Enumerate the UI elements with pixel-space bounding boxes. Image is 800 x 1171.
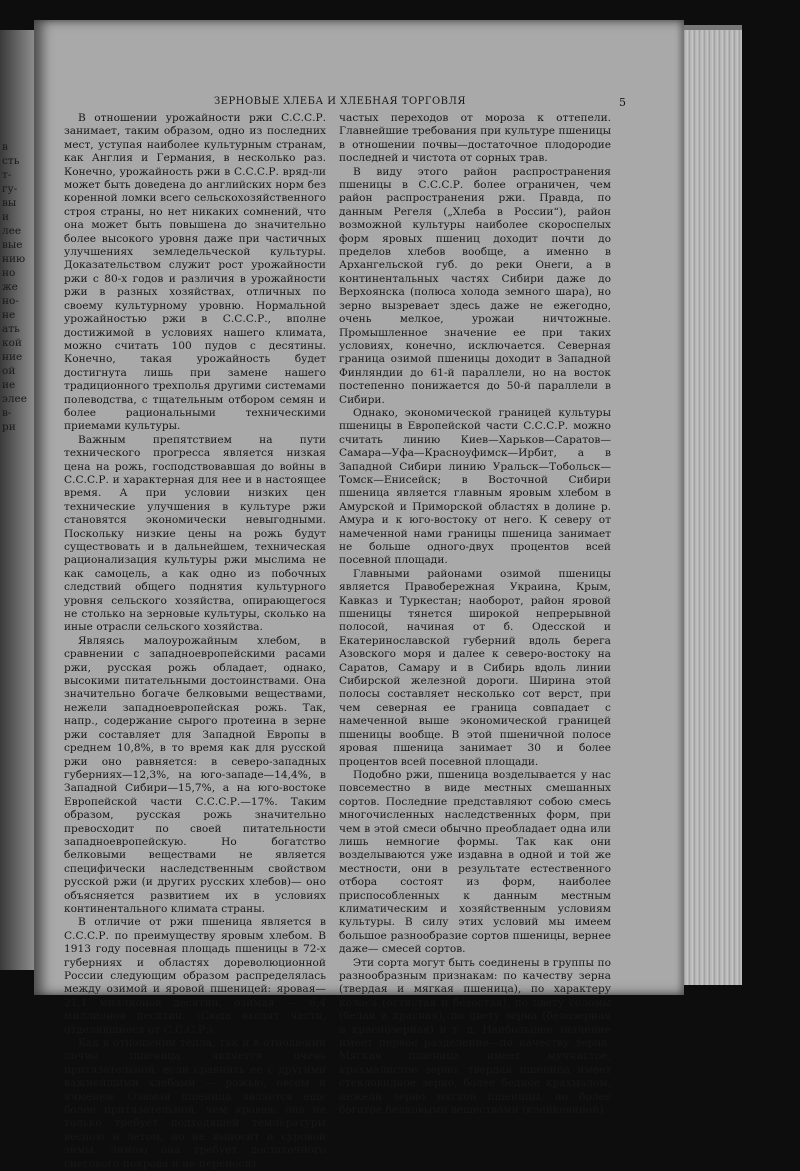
book-page-edges xyxy=(676,30,742,985)
paragraph: Эти сорта могут быть соединены в группы по разнообразным признакам: по качеству зерна (твердая и мягкая пшеница), по характеру колоса (остистая и безостая), по цвету соломы (белая и красная), по цвету зерна (белозерная и краснозерная) и т. д. Наибольшее значение имеет первое разделение—по качеству зерна. Мягкая пшеница имеет мучнистое, крахмалистое зерно, твердая пшеница имеет стекловидное зерно, более бедное крахмалом, нежели зерно мягкой пшеницы, но более богатое белковыми веществами (клейковиной). xyxy=(339,956,611,1117)
text-column-left xyxy=(64,112,326,1171)
paragraph: Главными районами озимой пшеницы является Правобережная Украина, Крым, Кавказ и Туркестан; наоборот, район яровой пшеницы тянется широкой непрерывной полосой, начиная от б. Одесской и Екатеринославской губерний вдоль берега Азовского моря и далее к северо-востоку на Саратов, Самару и в Сибирь вдоль линии Сибирской железной дороги. Ширина этой полосы составляет несколько сот верст, при чем северная ее граница совпадает с намеченной выше экономической границей пшеницы вообще. В этой пшеничной полосе яровая пшеница занимает 30 и более процентов всей посевной площади. xyxy=(339,567,611,768)
paragraph: В отличие от ржи пшеница является в С.С.С.Р. по преимуществу яровым хлебом. В 1913 году посевная площадь пшеницы в 72-х губерниях и областях дореволюционной России следующим образом распределялась между озимой и яровой пшеницей: яровая—21,1 миллионов десятин, озимая — 6,4 миллионов десятин. (Сюда входят части, отделившиеся от С.С.С.Р.). xyxy=(64,916,326,1036)
paragraph: В виду этого район распространения пшеницы в С.С.С.Р. более ограничен, чем район распространения ржи. Правда, по данным Регеля („Хлеба в России“), район возможной культуры наиболее скороспелых форм яровых пшениц доходит почти до пределов хлебов вообще, а именно в Архангельской губ. до реки Онеги, а в континентальных частях Сибири даже до Верхоянска (полюса холода земного шара), но зерно вызревает здесь даже не ежегодно, очень мелкое, урожаи ничтожные. Промышленное значение ее при таких условиях, конечно, исключается. Северная граница озимой пшеницы доходит в Западной Финляндии до 61-й параллели, но на восток постепенно понижается до 50-й параллели в Сибири. xyxy=(339,165,611,406)
paragraph: Важным препятствием на пути технического прогресса является низкая цена на рожь, господствовавшая до войны в С.С.С.Р. и характерная для нее и в настоящее время. А при условии низких цен технические улучшения в культуре ржи становятся экономически невыгодными. Поскольку низкие цены на рожь будут существовать и в дальнейшем, техническая рационализация культуры ржи мыслима не как самоцель, а как одно из побочных следствий общего поднятия культурного уровня сельского хозяйства, опирающегося не столько на зерновые культуры, сколько на иные отрасли сельского хозяйства. xyxy=(64,433,326,634)
facing-page-edge xyxy=(0,30,34,970)
running-title: ЗЕРНОВЫЕ ХЛЕБА И ХЛЕБНАЯ ТОРГОВЛЯ xyxy=(214,96,466,107)
text-column-right xyxy=(339,112,611,1117)
page-number: 5 xyxy=(619,96,626,109)
paragraph: частых переходов от мороза к оттепели. Главнейшие требования при культуре пшеницы в отношении почвы—достаточное плодородие последней и чистота от сорных трав. xyxy=(339,112,611,165)
book-page xyxy=(34,20,684,1170)
paragraph: Являясь малоурожайным хлебом, в сравнении с западноевропейскими расами ржи, русская рожь обладает, однако, высокими питательными достоинствами. Она значительно богаче белковыми веществами, нежели западноевропейская рожь. Так, напр., содержание сырого протеина в зерне ржи составляет для Западной Европы в среднем 10,8%, в то время как для русской ржи оно равняется: в северо-западных губерниях—12,3%, на юго-западе—14,4%, в Западной Сибири—15,7%, а на юго-востоке Европейской части С.С.С.Р.—17%. Таким образом, русская рожь значительно превосходит по своей питательности западноевропейскую. Но богатство белковыми веществами не является специфически наследственным свойством русской ржи (и других русских хлебов)— оно объясняется развитием их в условиях континентального климата страны. xyxy=(64,634,326,915)
paragraph: В отношении урожайности ржи С.С.С.Р. занимает, таким образом, одно из последних мест, уступая наиболее культурным странам, как Англия и Германия, в несколько раз. Конечно, урожайность ржи в С.С.С.Р. вряд-ли может быть доведена до английских норм без коренной ломки всего сельскохозяйственного строя страны, но нет никаких сомнений, что она может быть повышена до значительно более высокого уровня даже при частичных улучшениях земледельческой культуры. Доказательством служит рост урожайности ржи с 80-х годов и различия в урожайности ржи в разных хозяйствах, отличных по своему культурному уровню. Нормальной урожайностью ржи в С.С.С.Р., вполне достижимой в условиях нашего климата, можно считать 100 пудов с десятины. Конечно, такая урожайность будет достигнута лишь при замене нашего традиционного трехполья другими системами полеводства, с тщательным отбором семян и более рациональными техническими приемами культуры. xyxy=(64,112,326,433)
paragraph: Подобно ржи, пшеница возделывается у нас повсеместно в виде местных смешанных сортов. Последние представляют собою смесь многочисленных наследственных форм, при чем в этой смеси обычно преобладает одна или лишь немногие формы. Так как они возделываются уже издавна в одной и той же местности, они в результате естественного отбора состоят из форм, наиболее приспособленных к данным местным климатическим и хозяйственным условиям культуры. В силу этих условий мы имеем большое разнообразие сортов пшеницы, вернее даже— смесей сортов. xyxy=(339,768,611,956)
paragraph: Однако, экономической границей культуры пшеницы в Европейской части С.С.С.Р. можно считать линию Киев—Харьков—Саратов—Самара—Уфа—Красноуфимск—Ирбит, а в Западной Сибири линию Уральск—Тобольск—Томск—Енисейск; в Восточной Сибири пшеница является главным яровым хлебом в Амурской и Приморской областях в долине р. Амура и к юго-востоку от него. К северу от намеченной нами границы пшеница занимает не больше одного-двух процентов всей посевной площади. xyxy=(339,406,611,567)
paragraph: Как в отношении тепла, так и в отношении почвы пшеница является очень притязательной, если сравнить ее с другими важнейшими хлебами — рожью, овсом и ячменем. Озимая пшеница является еще более притязательной, чем яровая: она не только требует подходящей температуры весною и летом, но не выносит и суровой зимы. Зимою она требует достаточного снегового покрова и не переносит xyxy=(64,1037,326,1170)
facing-page-text: в сть т- гу- вы и лее вые нию но же но- не ать кой ние ой ие элее в- ри xyxy=(2,141,27,433)
